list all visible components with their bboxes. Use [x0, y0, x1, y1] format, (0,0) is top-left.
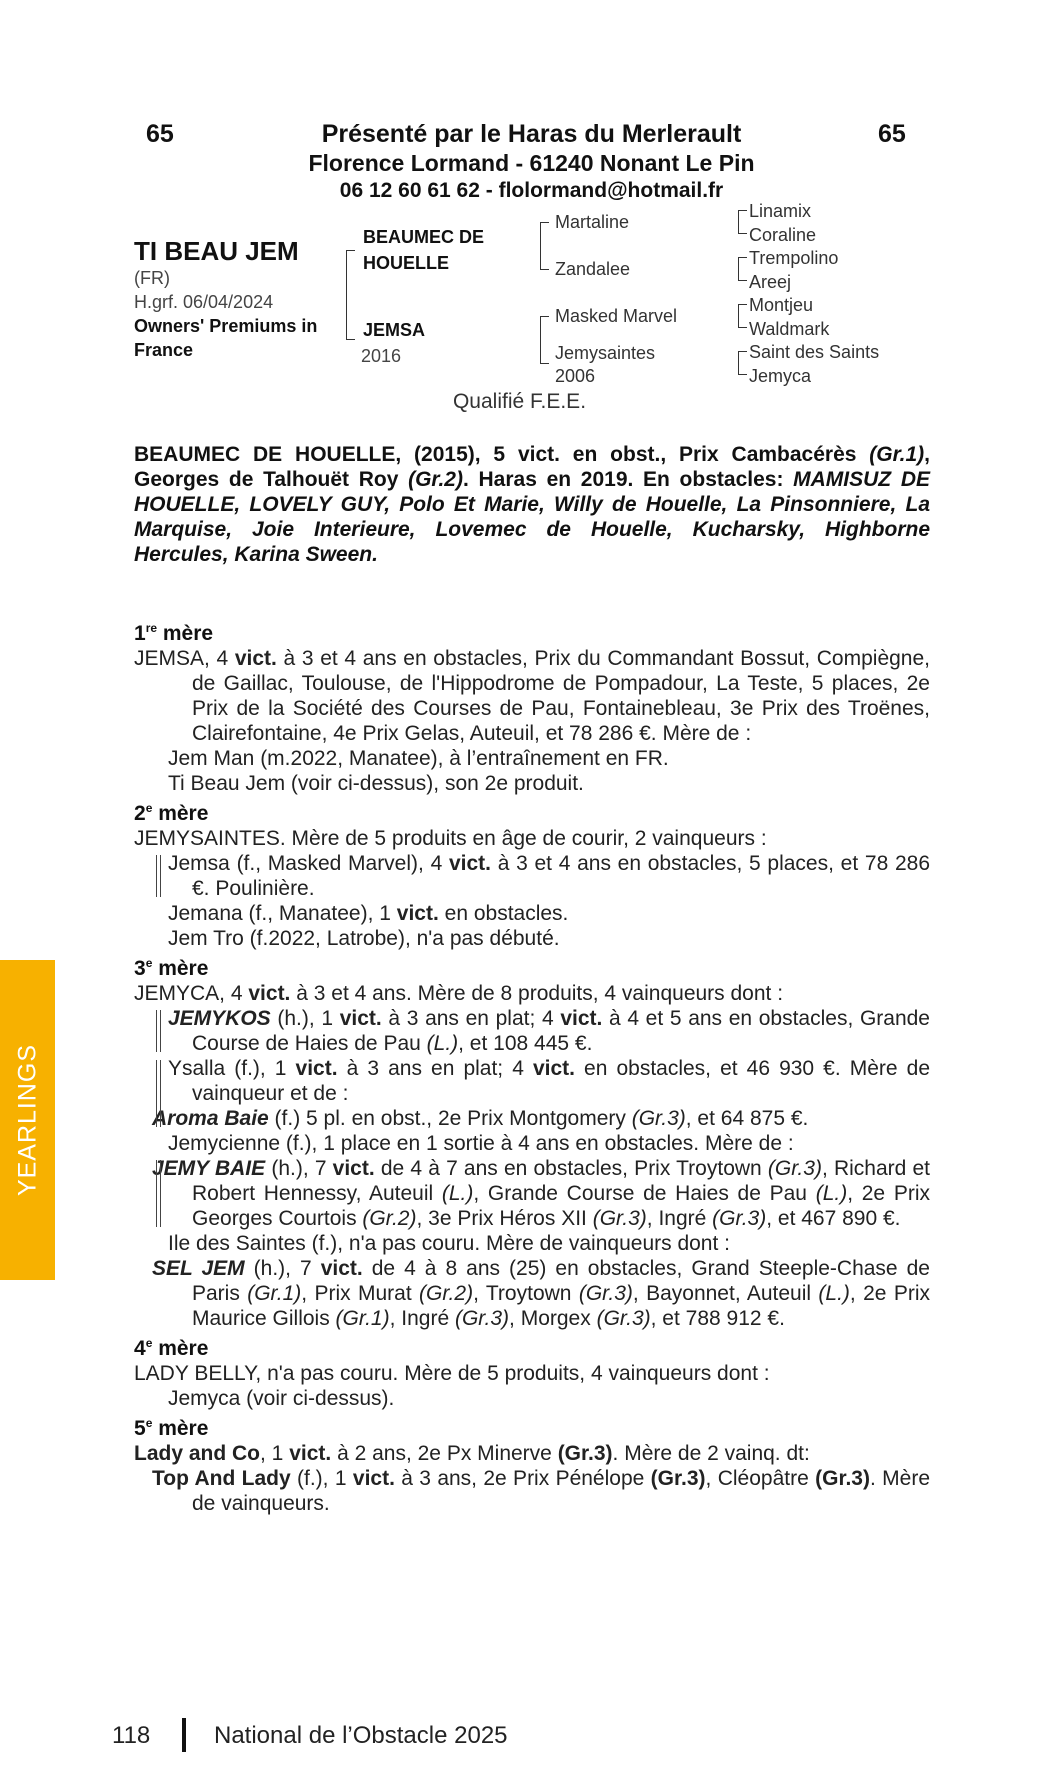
fifth-dam-text: Lady and Co, 1 vict. à 2 ans, 2e Px Minerve (Gr.3). Mère de 2 vainq. dt: [134, 1442, 810, 1465]
address: Florence Lormand - 61240 Nonant Le Pin [308, 150, 755, 176]
pedigree-dam-dam: Jemysaintes [555, 343, 656, 363]
lot-number-right: 65 [878, 120, 906, 148]
produce-jemyca: Jemyca (voir ci-dessus). [168, 1387, 395, 1410]
produce-ti-beau-jem: Ti Beau Jem (voir ci-dessus), son 2e produit. [168, 772, 584, 795]
pedigree-sire: BEAUMEC DE HOUELLE [363, 227, 485, 273]
pedigree-sire-sire: Martaline [555, 212, 630, 232]
page-number: 118 [112, 1722, 151, 1749]
side-tab-label: YEARLINGS [13, 1043, 41, 1197]
produce-jemycienne: Jemycienne (f.), 1 place en 1 sortie à 4 ans en obstacles. Mère de : [168, 1132, 794, 1155]
pedigree-g3-5: Montjeu [749, 295, 814, 315]
first-dam-text: JEMSA, 4 vict. à 3 et 4 ans en obstacles, Prix du Commandant Bossut, Compiègne, de Gaillac, Toulouse, de l'Hippodrome de Pompadour, La Teste, 5 places, 2e Prix de la Société des Courses de Pau, Fontainebleau, 3e Prix des Troënes, Clairefontaine, 4e Prix Gelas, Auteuil, et 78 286 €. Mère de : [134, 647, 931, 745]
pedigree-g3-3: Trempolino [749, 248, 839, 268]
dam-section [134, 616, 930, 1516]
ysalla-block: Ysalla (f.), 1 vict. à 3 ans en plat; 4 vict. en obstacles, et 46 930 €. Mère de vainqueur et de : Aroma Baie (f.) 5 pl. en obst., 2e Prix Montgomery (Gr.3), et 64 875 €. [152, 1057, 930, 1130]
publication-title: National de l’Obstacle 2025 [214, 1722, 508, 1749]
pedigree-g3-4: Areej [749, 272, 792, 292]
pedigree-g3-1: Linamix [749, 201, 812, 221]
third-dam-heading: 3e mère [134, 956, 209, 980]
produce-jemana: Jemana (f., Manatee), 1 vict. en obstacles. [168, 902, 569, 925]
pedigree-dam-sire: Masked Marvel [555, 306, 678, 326]
third-dam-text: JEMYCA, 4 vict. à 3 et 4 ans. Mère de 8 produits, 4 vainqueurs dont : [134, 982, 784, 1005]
footer-separator [182, 1718, 186, 1752]
pedigree-sire-dam: Zandalee [555, 259, 631, 279]
pedigree-bracket-2b [540, 316, 549, 364]
qualification: Qualifié F.E.E. [452, 390, 587, 413]
pedigree-bracket-3a [738, 210, 747, 234]
jemykos-block: JEMYKOS (h.), 1 vict. à 3 ans en plat; 4 vict. à 4 et 5 ans en obstacles, Grande Course de Haies de Pau (L.), et 108 445 €. [134, 1006, 930, 1056]
second-dam-heading: 2e mère [134, 801, 209, 825]
sire-paragraph: BEAUMEC DE HOUELLE, (2015), 5 vict. en obst., Prix Cambacérès (Gr.1), Georges de Talhouët Roy (Gr.2). Haras en 2019. En obstacles: MAMISUZ DE HOUELLE, LOVELY GUY, Polo Et Marie, Willy de Houelle, La Pinsonniere, La Marquise, Joie Interieure, Lovemec de Houelle, Kucharsky, Highborne Hercules, Karina Sween. [134, 443, 930, 566]
side-tab [0, 960, 55, 1280]
pedigree-bracket-3c [738, 304, 747, 328]
pedigree-dam-year: 2016 [361, 346, 402, 366]
pedigree-dam: JEMSA [363, 320, 426, 340]
fifth-dam-heading: 5e mère [134, 1416, 209, 1440]
owners-premiums: Owners' Premiums in France [134, 316, 318, 360]
produce-jem-man: Jem Man (m.2022, Manatee), à l’entraînement en FR. [168, 747, 669, 770]
contact: 06 12 60 61 62 - flolormand@hotmail.fr [339, 179, 724, 202]
produce-top-and-lady: Top And Lady (f.), 1 vict. à 3 ans, 2e Prix Pénélope (Gr.3), Cléopâtre (Gr.3). Mère de vainqueurs. [152, 1467, 931, 1515]
lot-number-left: 65 [146, 120, 174, 148]
pedigree-g3-7: Saint des Saints [749, 342, 880, 362]
horse-details: H.grf. 06/04/2024 [134, 292, 274, 312]
fourth-dam-heading: 4e mère [134, 1336, 209, 1360]
jemy-baie-block: JEMY BAIE (h.), 7 vict. de 4 à 7 ans en obstacles, Prix Troytown (Gr.3), Richard et Robert Hennessy, Auteuil (L.), Grande Course de Haies de Pau (L.), 2e Prix Georges Courtois (Gr.2), 3e Prix Héros XII (Gr.3), Ingré (Gr.3), et 467 890 €. [152, 1157, 930, 1230]
pedigree-dam-dam-year: 2006 [555, 366, 596, 386]
pedigree-g3-2: Coraline [749, 225, 817, 245]
horse-country: (FR) [134, 268, 170, 288]
pedigree-bracket-3b [738, 257, 747, 281]
pedigree-g3-6: Waldmark [749, 319, 830, 339]
presenter: Présenté par le Haras du Merlerault [321, 120, 742, 148]
pedigree-bracket-3d [738, 351, 747, 375]
produce-sel-jem: SEL JEM (h.), 7 vict. de 4 à 8 ans (25) en obstacles, Grand Steeple-Chase de Paris (Gr.1), Prix Murat (Gr.2), Troytown (Gr.3), Bayonnet, Auteuil (L.), 2e Prix Maurice Gillois (Gr.1), Ingré (Gr.3), Morgex (Gr.3), et 788 912 €. [152, 1257, 930, 1330]
produce-jem-tro: Jem Tro (f.2022, Latrobe), n'a pas débuté. [168, 927, 560, 950]
pedigree-g3-8: Jemyca [749, 366, 812, 386]
first-dam-heading: 1re mère [134, 621, 214, 645]
horse-name: TI BEAU JEM [134, 236, 299, 266]
jemsa-block: Jemsa (f., Masked Marvel), 4 vict. à 3 et 4 ans en obstacles, 5 places, et 78 286 €. Poulinière. [134, 851, 930, 901]
pedigree-bracket-2a [540, 222, 549, 270]
second-dam-text: JEMYSAINTES. Mère de 5 produits en âge de courir, 2 vainqueurs : [134, 827, 767, 850]
fourth-dam-text: LADY BELLY, n'a pas couru. Mère de 5 produits, 4 vainqueurs dont : [134, 1362, 770, 1385]
pedigree-bracket-1 [346, 250, 355, 340]
produce-ile-des-saintes: Ile des Saintes (f.), n'a pas couru. Mère de vainqueurs dont : [168, 1232, 730, 1255]
